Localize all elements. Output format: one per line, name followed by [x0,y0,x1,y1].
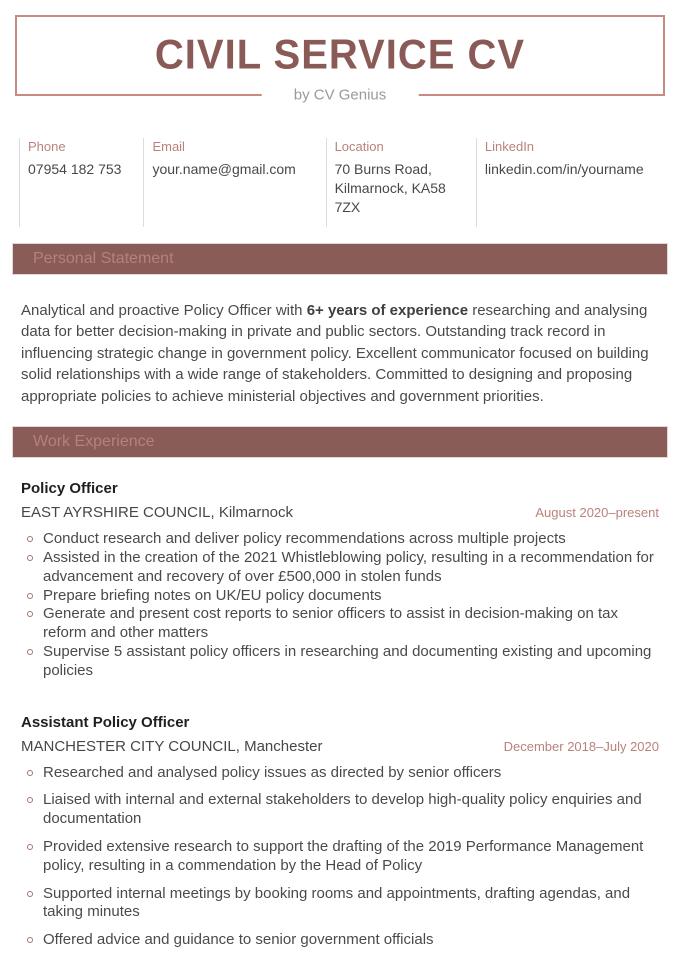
byline: by CV Genius [262,86,419,103]
list-item [27,838,665,876]
bullet-text: Supported internal meetings by booking rooms and appointments, drafting agendas, and taking minutes [43,884,631,921]
bullet-text: Offered advice and guidance to senior government officials [43,931,434,949]
list-item [27,764,665,783]
list-item [27,605,665,643]
job-meta [15,738,665,755]
title-box [15,15,665,104]
list-item [27,643,665,681]
bullet-circle-icon [27,611,33,617]
contact-linkedin-label: LinkedIn [484,139,535,154]
section-header-work-experience: Work Experience [12,426,668,458]
contact-strip [19,138,665,227]
contact-linkedin-value: linkedin.com/in/yourname [484,161,644,177]
contact-email-label: Email [152,139,185,154]
list-item [27,530,665,549]
job-policy-officer [15,480,665,680]
statement-text-part1: Analytical and proactive Policy Officer with [21,301,307,319]
bullet-circle-icon [27,536,33,542]
job-dates: December 2018–July 2020 [503,738,659,754]
bullet-circle-icon [27,937,33,943]
bullet-circle-icon [27,797,33,803]
job-title: Policy Officer [21,480,118,498]
contact-location-value: 70 Burns Road, Kilmarnock, KA58 7ZX [334,161,446,215]
contact-location [326,138,476,227]
statement-bold-highlight: 6+ years of experience [306,301,469,319]
bullet-text: Conduct research and deliver policy recommendations across multiple projects [43,530,566,548]
statement-text-part2: researching and analysing data for better decision-making in private and public sectors. Outstanding track record in influencing strategic change in government policy. Excellent communicator focused on building solid relationships with a wide range of stakeholders. Committed to designing and proposing appropriate policies to achieve ministerial objectives and government priorities. [21,301,649,405]
list-item [27,549,665,587]
contact-phone-value: 07954 182 753 [28,161,122,177]
bullet-text: Supervise 5 assistant policy officers in researching and documenting existing and upcoming policies [43,642,652,679]
list-item [27,931,665,950]
job-bullet-list [15,764,665,950]
section-header-personal-statement: Personal Statement [12,243,668,275]
bullet-text: Assisted in the creation of the 2021 Whistleblowing policy, resulting in a recommendation for advancement and recovery of over £500,000 in stolen funds [43,548,654,585]
bullet-text: Generate and present cost reports to senior officers to assist in decision-making on tax reform and other matters [43,605,619,642]
page-title: CIVIL SERVICE CV [154,31,526,79]
contact-email-value: your.name@gmail.com [152,161,296,177]
cv-page [0,15,680,950]
bullet-circle-icon [27,891,33,897]
list-item [27,791,665,829]
job-title: Assistant Policy Officer [21,713,190,731]
list-item [27,885,665,923]
job-dates: August 2020–present [535,505,659,521]
contact-phone [19,138,143,227]
job-meta [15,504,665,521]
bullet-circle-icon [27,649,33,655]
contact-email [143,138,325,227]
bullet-text: Liaised with internal and external stakeholders to develop high-quality policy enquiries and documentation [43,791,642,828]
job-employer: MANCHESTER CITY COUNCIL, Manchester [21,737,323,755]
bullet-circle-icon [27,555,33,561]
job-assistant-policy-officer [15,714,665,950]
contact-linkedin [476,138,665,227]
bullet-circle-icon [27,593,33,599]
contact-location-label: Location [334,139,384,154]
list-item [27,587,665,606]
bullet-text: Researched and analysed policy issues as directed by senior officers [43,763,502,781]
bullet-text: Provided extensive research to support the drafting of the 2019 Performance Management policy, resulting in a commendation by the Head of Policy [43,837,644,874]
bullet-circle-icon [27,770,33,776]
job-employer: EAST AYRSHIRE COUNCIL, Kilmarnock [21,504,294,522]
bullet-text: Prepare briefing notes on UK/EU policy documents [43,586,382,604]
bullet-circle-icon [27,844,33,850]
personal-statement-text [15,300,665,408]
job-bullet-list [15,530,665,680]
contact-phone-label: Phone [28,139,66,154]
